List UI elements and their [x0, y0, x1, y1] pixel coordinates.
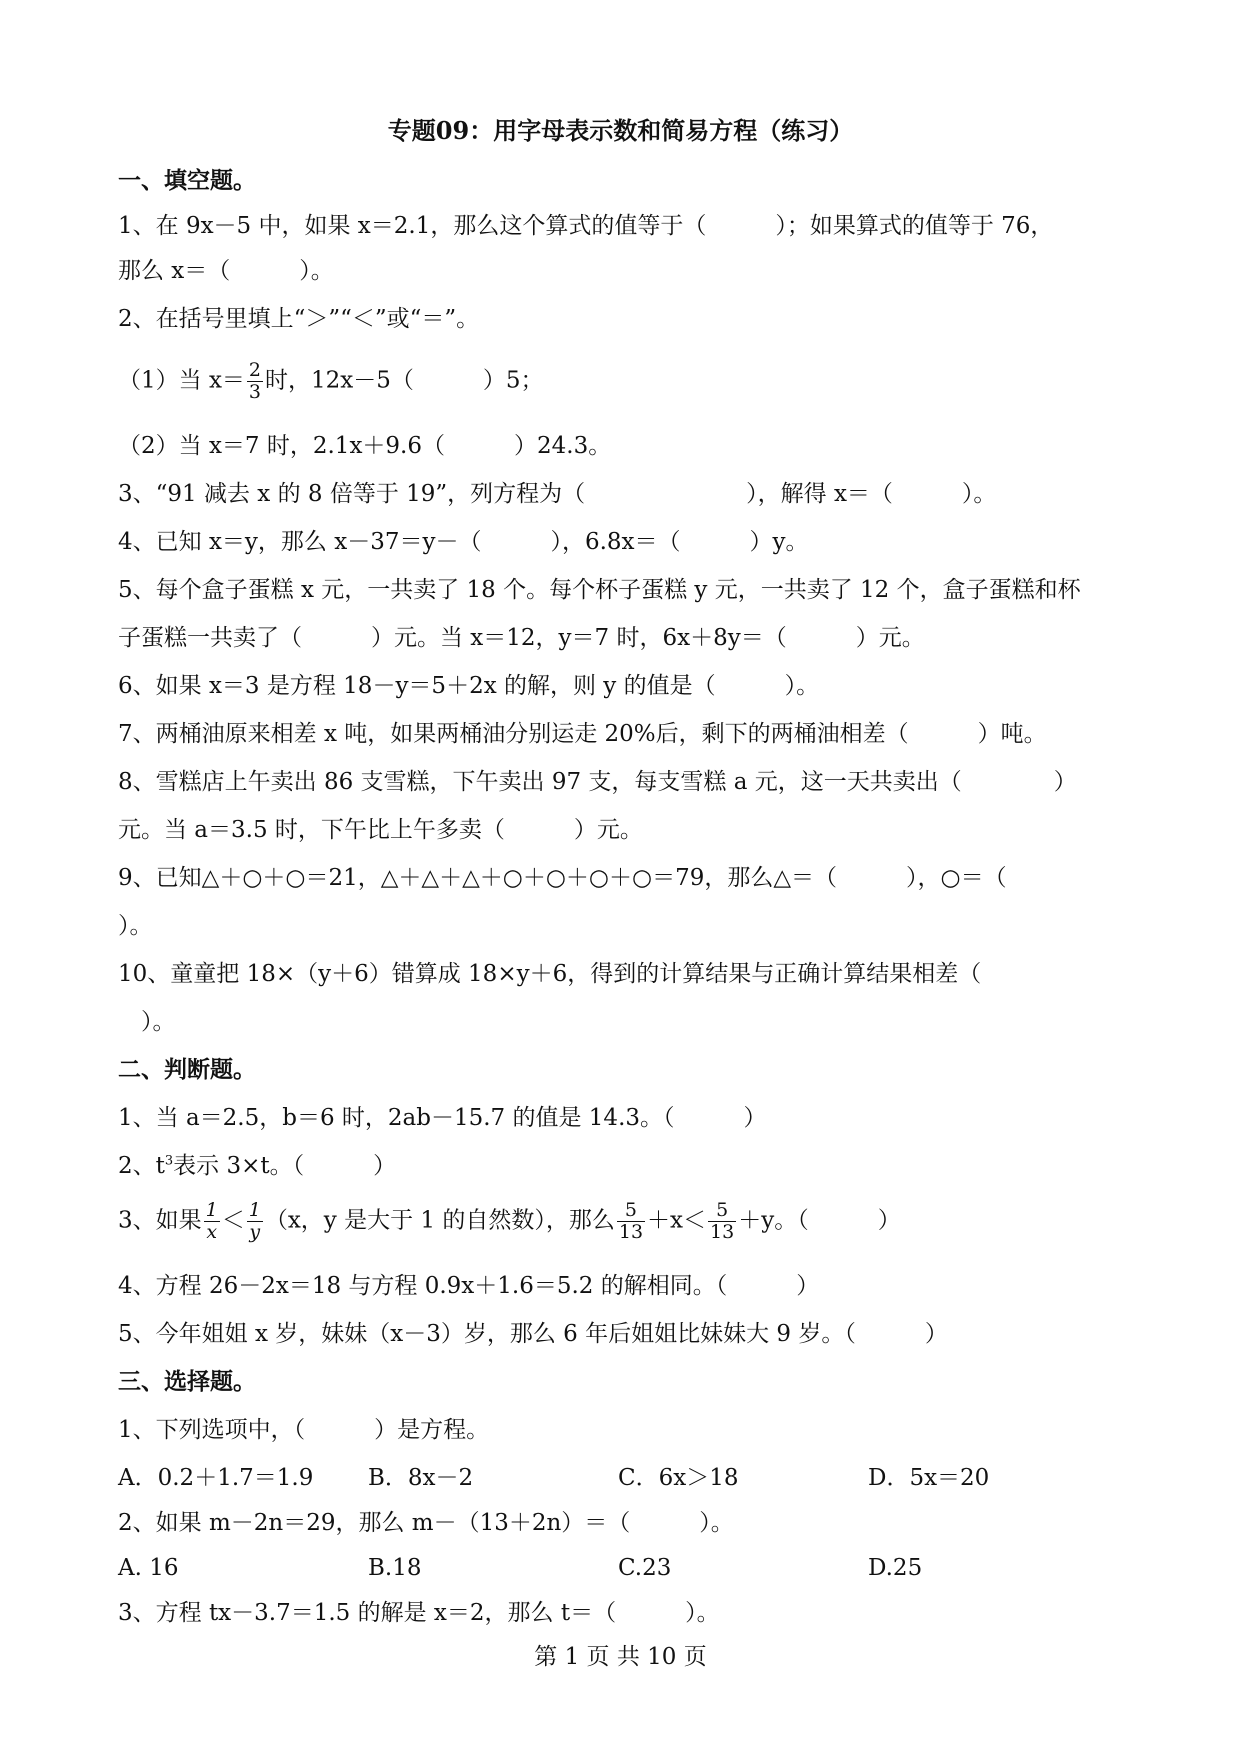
fraction-numerator: 2 [248, 359, 262, 381]
option-b: B.18 [368, 1555, 422, 1581]
fraction-denominator: 13 [618, 1221, 644, 1243]
option-a: A．0.2＋1.7＝1.9 [118, 1465, 314, 1491]
fill-question-7: 7、两桶油原来相差 x 吨，如果两桶油分别运走 20%后，剩下的两桶油相差（ ）吨。 [118, 721, 1047, 747]
option-d: D．5x＝20 [868, 1465, 990, 1491]
judge-q2-prefix: 2、t [118, 1153, 165, 1179]
judge-question-1: 1、当 a＝2.5，b＝6 时，2ab－15.7 的值是 14.3。（ ） [118, 1105, 767, 1131]
q2-1-prefix: （1）当 x＝ [118, 367, 245, 394]
fill-question-9: 9、已知△＋○＋○＝21，△＋△＋△＋○＋○＋○＋○＝79，那么△＝（ ），○＝（ [118, 865, 1007, 891]
page-title: 专题09：用字母表示数和简易方程（练习） [387, 116, 854, 145]
fill-question-5-cont: 子蛋糕一共卖了（ ）元。当 x＝12，y＝7 时，6x＋8y＝（ ）元。 [118, 625, 925, 651]
fraction-numerator: 1 [205, 1199, 218, 1221]
choice-question-1: 1、下列选项中，（ ）是方程。 [118, 1417, 490, 1443]
option-b: B．8x－2 [368, 1465, 474, 1491]
judge-q3-suffix: ＋y。（ ） [738, 1207, 901, 1234]
fill-question-3: 3、“91 减去 x 的 8 倍等于 19”，列方程为（ ），解得 x＝（ ）。 [118, 481, 997, 507]
fraction-denominator: x [206, 1221, 218, 1243]
fill-question-2: 2、在括号里填上“＞”“＜”或“＝”。 [118, 306, 480, 332]
judge-question-2 [118, 1148, 396, 1184]
judge-q2-suffix: 表示 3×t。（ ） [173, 1153, 397, 1179]
fill-question-1: 1、在 9x－5 中，如果 x＝2.1，那么这个算式的值等于（ ）；如果算式的值等于 76， [118, 213, 1054, 239]
fraction-denominator: 13 [710, 1221, 735, 1243]
q2-1-suffix: 时，12x－5（ ）5； [265, 367, 544, 394]
judge-q3-middle: ＋x＜ [647, 1207, 707, 1234]
fraction-five-thirteenths-2 [708, 1200, 736, 1243]
fill-question-8: 8、雪糕店上午卖出 86 支雪糕，下午卖出 97 支，每支雪糕 a 元，这一天共卖出（ ） [118, 769, 1077, 795]
fill-question-1-cont: 那么 x＝（ ）。 [118, 258, 334, 284]
fill-question-10: 10、童童把 18×（y＋6）错算成 18×y＋6，得到的计算结果与正确计算结果相差（ [118, 961, 982, 987]
fill-question-4: 4、已知 x＝y，那么 x－37＝y－（ ），6.8x＝（ ）y。 [118, 529, 809, 555]
choice-question-2-options [0, 1550, 1241, 1586]
fill-question-10-cont: ）。 [118, 1009, 176, 1035]
fraction-denominator: 3 [248, 381, 262, 403]
judge-q3-condition: （x，y 是大于 1 的自然数），那么 [264, 1207, 615, 1234]
option-a: A. 16 [118, 1555, 179, 1581]
fraction-numerator: 5 [617, 1200, 645, 1222]
exponent: 3 [164, 1153, 174, 1169]
fraction-numerator: 1 [248, 1199, 261, 1221]
fill-question-2-part-2: （2）当 x＝7 时，2.1x＋9.6（ ）24.3。 [118, 433, 612, 459]
fraction-five-thirteenths [617, 1200, 645, 1243]
judge-q3-prefix: 3、如果 [118, 1207, 202, 1234]
page-footer: 第 1 页 共 10 页 [534, 1644, 707, 1670]
judge-question-4: 4、方程 26－2x＝18 与方程 0.9x＋1.6＝5.2 的解相同。（ ） [118, 1273, 820, 1299]
fraction-one-over-x [204, 1200, 220, 1243]
choice-question-3: 3、方程 tx－3.7＝1.5 的解是 x＝2，那么 t＝（ ）。 [118, 1600, 720, 1626]
judge-question-3 [118, 1200, 901, 1243]
choice-question-2: 2、如果 m－2n＝29，那么 m－（13＋2n）＝（ ）。 [118, 1510, 734, 1536]
less-than-sign: ＜ [221, 1207, 245, 1234]
option-c: C．6x＞18 [618, 1465, 739, 1491]
fill-question-2-part-1 [118, 360, 544, 403]
fraction-denominator: y [249, 1221, 261, 1243]
judge-question-5: 5、今年姐姐 x 岁，妹妹（x－3）岁，那么 6 年后姐姐比妹妹大 9 岁。（ ） [118, 1321, 948, 1347]
fraction-two-thirds [247, 360, 263, 403]
fraction-one-over-y [247, 1200, 263, 1243]
option-c: C.23 [618, 1555, 672, 1581]
fill-question-9-cont: ）。 [118, 913, 153, 939]
option-d: D.25 [868, 1555, 923, 1581]
fill-question-8-cont: 元。当 a＝3.5 时，下午比上午多卖（ ）元。 [118, 817, 643, 843]
section-true-false-heading: 二、判断题。 [118, 1056, 256, 1083]
fill-question-5: 5、每个盒子蛋糕 x 元，一共卖了 18 个。每个杯子蛋糕 y 元，一共卖了 12 个，盒子蛋糕和杯 [118, 577, 1081, 603]
fraction-numerator: 5 [708, 1200, 736, 1222]
section-choice-heading: 三、选择题。 [118, 1368, 256, 1395]
fill-question-6: 6、如果 x＝3 是方程 18－y＝5＋2x 的解，则 y 的值是（ ）。 [118, 673, 820, 699]
choice-question-1-options [0, 1460, 1241, 1496]
section-fill-in-heading: 一、填空题。 [118, 167, 256, 194]
